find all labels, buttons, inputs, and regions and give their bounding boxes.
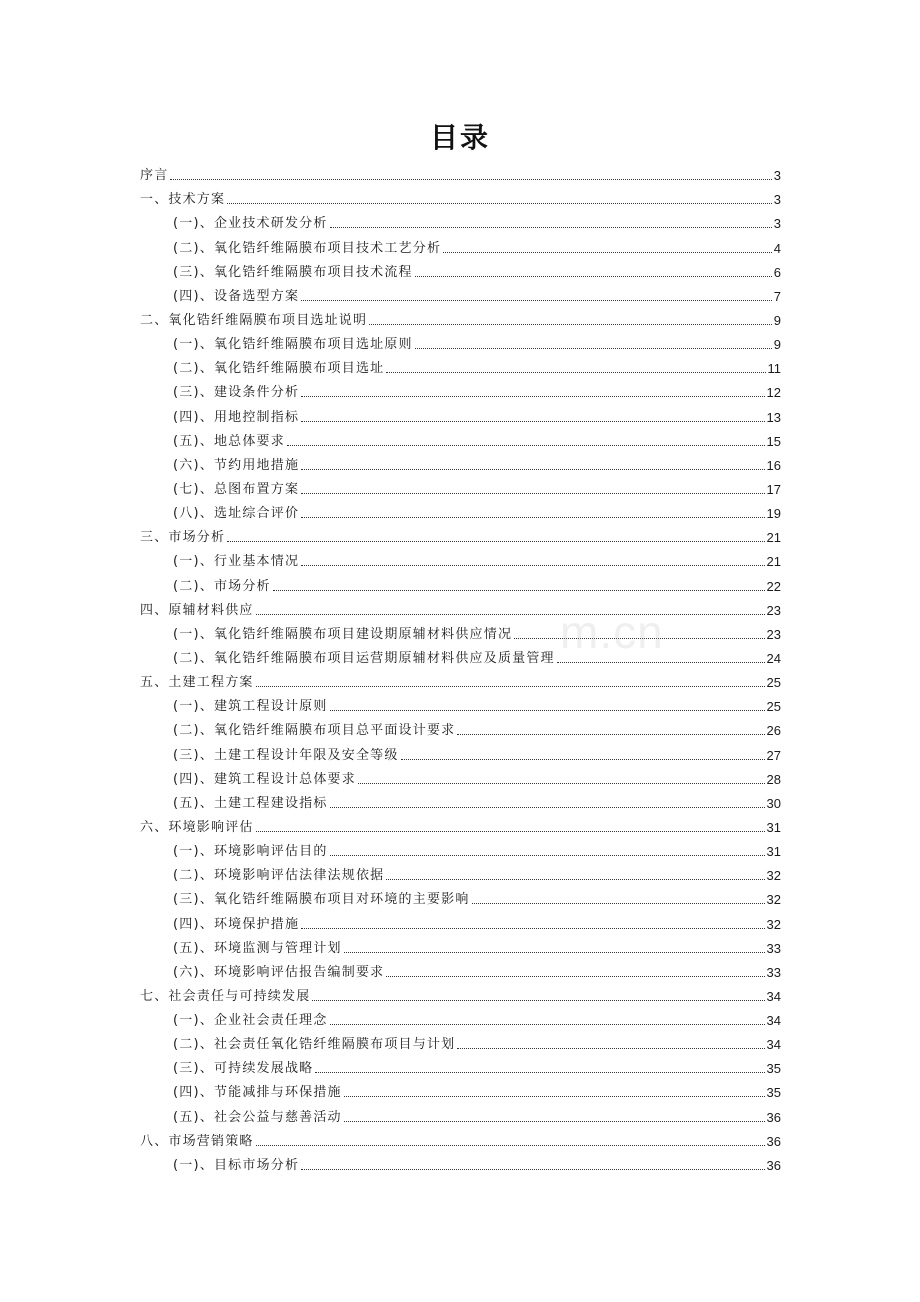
toc-dot-leader: [301, 517, 764, 518]
toc-dot-leader: [301, 300, 772, 301]
toc-subsection-entry[interactable]: [140, 281, 781, 305]
toc-page-number: 27: [766, 747, 781, 763]
toc-dot-leader: [344, 1096, 765, 1097]
toc-dot-leader: [256, 686, 765, 687]
toc-page-number: 34: [766, 1013, 781, 1029]
toc-entry-label: 八、市场营销策略: [140, 1133, 254, 1149]
toc-entry-label: (四)、建筑工程设计总体要求: [173, 771, 356, 787]
toc-page-number: 32: [766, 916, 781, 932]
toc-page-number: 34: [766, 988, 781, 1004]
toc-page-number: 21: [766, 530, 781, 546]
toc-entry-label: (一)、氧化锆纤维隔膜布项目建设期原辅材料供应情况: [173, 626, 513, 642]
toc-dot-leader: [256, 1145, 765, 1146]
toc-subsection-entry[interactable]: [140, 353, 781, 377]
toc-entry-label: (五)、地总体要求: [173, 433, 285, 449]
toc-subsection-entry[interactable]: [140, 232, 781, 256]
toc-subsection-entry[interactable]: [140, 208, 781, 232]
toc-page-number: 13: [766, 409, 781, 425]
toc-dot-leader: [472, 903, 765, 904]
toc-subsection-entry[interactable]: [140, 329, 781, 353]
toc-page-number: 36: [766, 1133, 781, 1149]
toc-subsection-entry[interactable]: [140, 836, 781, 860]
toc-subsection-entry[interactable]: [140, 908, 781, 932]
toc-entry-label: (二)、氧化锆纤维隔膜布项目选址: [173, 361, 385, 377]
toc-subsection-entry[interactable]: [140, 401, 781, 425]
toc-subsection-entry[interactable]: [140, 474, 781, 498]
toc-dot-leader: [358, 783, 765, 784]
toc-page-number: 3: [773, 168, 781, 184]
toc-section-entry[interactable]: [140, 595, 781, 619]
toc-subsection-entry[interactable]: [140, 426, 781, 450]
toc-entry-label: 六、环境影响评估: [140, 819, 254, 835]
toc-dot-leader: [256, 831, 765, 832]
toc-page-number: 28: [766, 771, 781, 787]
toc-subsection-entry[interactable]: [140, 643, 781, 667]
toc-page-number: 3: [773, 216, 781, 232]
toc-entry-label: (六)、节约用地措施: [173, 457, 300, 473]
toc-entry-label: 七、社会责任与可持续发展: [140, 988, 311, 1004]
toc-entry-label: (一)、行业基本情况: [173, 554, 300, 570]
toc-subsection-entry[interactable]: [140, 715, 781, 739]
toc-dot-leader: [301, 396, 764, 397]
toc-subsection-entry[interactable]: [140, 1150, 781, 1174]
toc-dot-leader: [344, 1121, 765, 1122]
toc-page-number: 34: [766, 1037, 781, 1053]
toc-entry-label: (二)、市场分析: [173, 578, 271, 594]
toc-page-number: 7: [773, 288, 781, 304]
toc-page-number: 11: [767, 361, 781, 377]
toc-section-entry[interactable]: [140, 522, 781, 546]
toc-entry-label: (四)、设备选型方案: [173, 288, 300, 304]
toc-page-number: 17: [766, 481, 781, 497]
toc-subsection-entry[interactable]: [140, 788, 781, 812]
table-of-contents: [140, 160, 781, 1174]
toc-dot-leader: [273, 590, 765, 591]
toc-subsection-entry[interactable]: [140, 691, 781, 715]
toc-entry-label: (一)、氧化锆纤维隔膜布项目选址原则: [173, 337, 413, 353]
toc-page-number: 32: [766, 892, 781, 908]
toc-subsection-entry[interactable]: [140, 570, 781, 594]
toc-entry-label: (一)、环境影响评估目的: [173, 844, 328, 860]
toc-subsection-entry[interactable]: [140, 1101, 781, 1125]
toc-subsection-entry[interactable]: [140, 957, 781, 981]
toc-page-number: 21: [766, 554, 781, 570]
toc-section-entry[interactable]: [140, 981, 781, 1005]
toc-dot-leader: [170, 179, 771, 180]
toc-dot-leader: [330, 227, 772, 228]
toc-entry-label: (四)、用地控制指标: [173, 409, 300, 425]
toc-subsection-entry[interactable]: [140, 933, 781, 957]
toc-dot-leader: [457, 1048, 764, 1049]
toc-dot-leader: [256, 614, 765, 615]
toc-entry-label: (五)、土建工程建设指标: [173, 795, 328, 811]
toc-entry-label: (八)、选址综合评价: [173, 506, 300, 522]
toc-page-number: 9: [773, 312, 781, 328]
toc-subsection-entry[interactable]: [140, 257, 781, 281]
toc-section-entry[interactable]: [140, 160, 781, 184]
toc-page-number: 4: [773, 240, 781, 256]
toc-entry-label: (二)、氧化锆纤维隔膜布项目总平面设计要求: [173, 723, 456, 739]
toc-page-number: 25: [766, 699, 781, 715]
toc-page-number: 30: [766, 795, 781, 811]
toc-subsection-entry[interactable]: [140, 739, 781, 763]
toc-entry-label: 一、技术方案: [140, 192, 226, 208]
toc-dot-leader: [301, 928, 764, 929]
toc-page-number: 31: [766, 819, 781, 835]
toc-subsection-entry[interactable]: [140, 860, 781, 884]
toc-page-number: 36: [766, 1109, 781, 1125]
toc-dot-leader: [401, 759, 765, 760]
toc-dot-leader: [344, 952, 765, 953]
toc-dot-leader: [386, 976, 764, 977]
toc-page-number: 15: [766, 433, 781, 449]
toc-page-number: 6: [773, 264, 781, 280]
toc-section-entry[interactable]: [140, 184, 781, 208]
toc-page-number: 22: [766, 578, 781, 594]
watermark: m.cn: [560, 606, 664, 658]
toc-subsection-entry[interactable]: [140, 619, 781, 643]
toc-entry-label: (三)、土建工程设计年限及安全等级: [173, 747, 399, 763]
toc-entry-label: (一)、企业技术研发分析: [173, 216, 328, 232]
toc-subsection-entry[interactable]: [140, 764, 781, 788]
toc-entry-label: 五、土建工程方案: [140, 675, 254, 691]
toc-page-number: 16: [766, 457, 781, 473]
toc-page-number: 26: [766, 723, 781, 739]
toc-page-number: 3: [773, 192, 781, 208]
toc-page-number: 23: [766, 626, 781, 642]
toc-page-number: 33: [766, 964, 781, 980]
toc-dot-leader: [330, 710, 765, 711]
toc-page-number: 23: [766, 602, 781, 618]
toc-entry-label: (四)、节能减排与环保措施: [173, 1085, 342, 1101]
toc-subsection-entry[interactable]: [140, 498, 781, 522]
toc-entry-label: (三)、建设条件分析: [173, 385, 300, 401]
toc-section-entry[interactable]: [140, 812, 781, 836]
toc-dot-leader: [227, 541, 764, 542]
toc-page-number: 24: [766, 650, 781, 666]
toc-entry-label: (一)、目标市场分析: [173, 1157, 300, 1173]
toc-entry-label: 三、市场分析: [140, 530, 226, 546]
toc-page-number: 31: [766, 844, 781, 860]
toc-page-number: 35: [766, 1061, 781, 1077]
toc-page-number: 19: [766, 506, 781, 522]
toc-page-number: 25: [766, 675, 781, 691]
toc-page-number: 36: [766, 1157, 781, 1173]
toc-section-entry[interactable]: [140, 1126, 781, 1150]
toc-section-entry[interactable]: [140, 305, 781, 329]
toc-dot-leader: [386, 879, 764, 880]
toc-dot-leader: [287, 445, 765, 446]
toc-dot-leader: [312, 1000, 764, 1001]
toc-subsection-entry[interactable]: [140, 450, 781, 474]
toc-dot-leader: [415, 348, 772, 349]
toc-entry-label: (三)、氧化锆纤维隔膜布项目对环境的主要影响: [173, 892, 470, 908]
toc-dot-leader: [301, 493, 764, 494]
toc-entry-label: 二、氧化锆纤维隔膜布项目选址说明: [140, 312, 368, 328]
toc-entry-label: (六)、环境影响评估报告编制要求: [173, 964, 385, 980]
toc-dot-leader: [557, 662, 765, 663]
toc-entry-label: (七)、总图布置方案: [173, 481, 300, 497]
toc-entry-label: (三)、可持续发展战略: [173, 1061, 314, 1077]
toc-entry-label: (四)、环境保护措施: [173, 916, 300, 932]
toc-dot-leader: [301, 1169, 764, 1170]
toc-page-number: 33: [766, 940, 781, 956]
toc-dot-leader: [330, 1024, 765, 1025]
toc-entry-label: (二)、社会责任氧化锆纤维隔膜布项目与计划: [173, 1037, 456, 1053]
toc-subsection-entry[interactable]: [140, 1053, 781, 1077]
toc-subsection-entry[interactable]: [140, 546, 781, 570]
toc-entry-label: (一)、企业社会责任理念: [173, 1013, 328, 1029]
toc-dot-leader: [330, 807, 765, 808]
toc-dot-leader: [301, 421, 764, 422]
toc-dot-leader: [457, 734, 764, 735]
toc-page-number: 9: [773, 337, 781, 353]
toc-dot-leader: [227, 203, 772, 204]
toc-entry-label: (二)、氧化锆纤维隔膜布项目运营期原辅材料供应及质量管理: [173, 650, 555, 666]
toc-subsection-entry[interactable]: [140, 377, 781, 401]
toc-subsection-entry[interactable]: [140, 1029, 781, 1053]
toc-entry-label: (三)、氧化锆纤维隔膜布项目技术流程: [173, 264, 413, 280]
toc-entry-label: (五)、环境监测与管理计划: [173, 940, 342, 956]
toc-entry-label: (一)、建筑工程设计原则: [173, 699, 328, 715]
toc-dot-leader: [443, 252, 772, 253]
toc-dot-leader: [514, 638, 764, 639]
toc-dot-leader: [301, 565, 764, 566]
toc-dot-leader: [301, 469, 764, 470]
toc-entry-label: 序言: [140, 168, 169, 184]
toc-subsection-entry[interactable]: [140, 1005, 781, 1029]
toc-page-number: 12: [766, 385, 781, 401]
page-title: 目录: [429, 121, 490, 154]
toc-dot-leader: [415, 276, 772, 277]
toc-entry-label: 四、原辅材料供应: [140, 602, 254, 618]
toc-entry-label: (五)、社会公益与慈善活动: [173, 1109, 342, 1125]
toc-subsection-entry[interactable]: [140, 1077, 781, 1101]
toc-subsection-entry[interactable]: [140, 884, 781, 908]
toc-page-number: 35: [766, 1085, 781, 1101]
toc-page-number: 32: [766, 868, 781, 884]
toc-dot-leader: [315, 1072, 764, 1073]
toc-dot-leader: [369, 324, 772, 325]
toc-dot-leader: [386, 372, 765, 373]
toc-dot-leader: [330, 855, 765, 856]
toc-entry-label: (二)、环境影响评估法律法规依据: [173, 868, 385, 884]
toc-entry-label: (二)、氧化锆纤维隔膜布项目技术工艺分析: [173, 240, 442, 256]
toc-section-entry[interactable]: [140, 667, 781, 691]
